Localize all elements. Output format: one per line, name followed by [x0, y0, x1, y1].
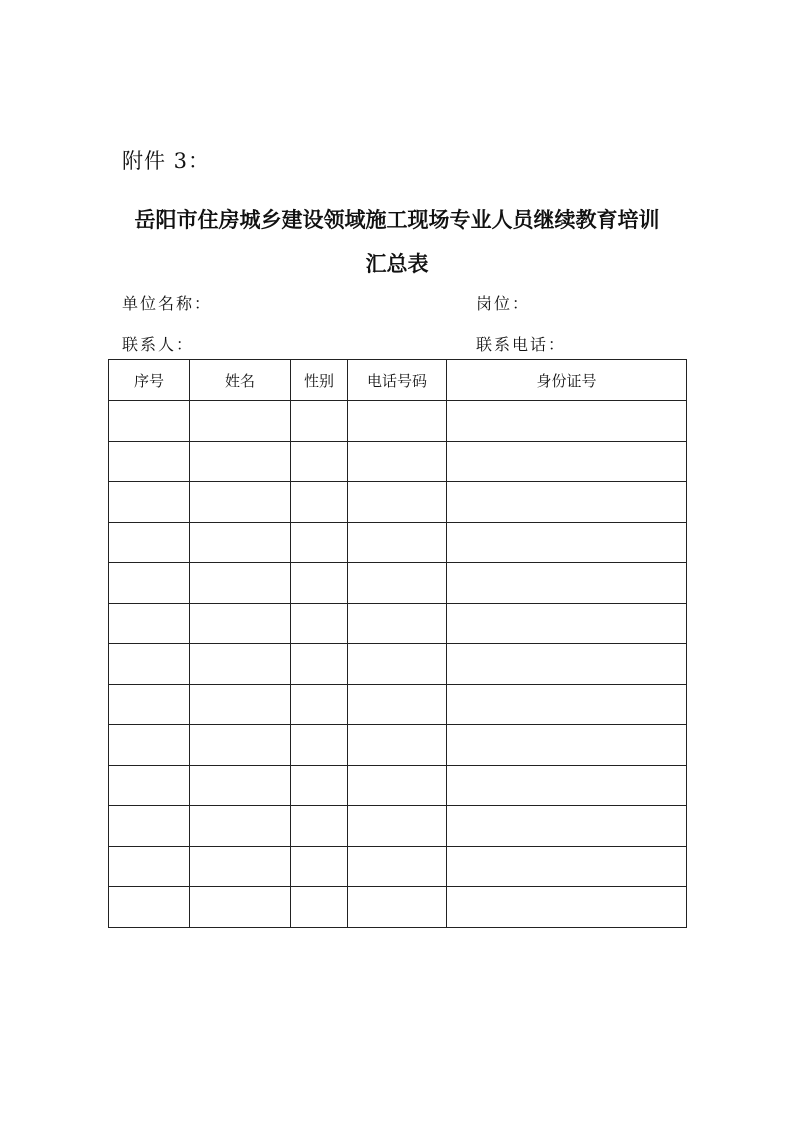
column-header-phone-number: 电话号码	[348, 360, 447, 401]
cell-serial-number[interactable]	[109, 563, 190, 604]
table-row	[109, 522, 687, 563]
cell-phone-number[interactable]	[348, 846, 447, 887]
cell-phone-number[interactable]	[348, 482, 447, 523]
cell-id-number[interactable]	[447, 765, 687, 806]
table-row	[109, 644, 687, 685]
cell-id-number[interactable]	[447, 644, 687, 685]
table-row	[109, 563, 687, 604]
cell-gender[interactable]	[291, 725, 348, 766]
cell-id-number[interactable]	[447, 887, 687, 928]
cell-phone-number[interactable]	[348, 401, 447, 442]
cell-serial-number[interactable]	[109, 846, 190, 887]
cell-id-number[interactable]	[447, 563, 687, 604]
cell-gender[interactable]	[291, 563, 348, 604]
cell-name[interactable]	[190, 684, 291, 725]
cell-gender[interactable]	[291, 603, 348, 644]
table-row	[109, 765, 687, 806]
cell-name[interactable]	[190, 846, 291, 887]
cell-gender[interactable]	[291, 887, 348, 928]
column-header-serial-number: 序号	[109, 360, 190, 401]
table-row	[109, 846, 687, 887]
cell-id-number[interactable]	[447, 846, 687, 887]
cell-serial-number[interactable]	[109, 482, 190, 523]
table-row	[109, 441, 687, 482]
column-header-gender: 性别	[291, 360, 348, 401]
cell-gender[interactable]	[291, 401, 348, 442]
cell-serial-number[interactable]	[109, 441, 190, 482]
cell-name[interactable]	[190, 725, 291, 766]
cell-phone-number[interactable]	[348, 684, 447, 725]
cell-id-number[interactable]	[447, 725, 687, 766]
cell-id-number[interactable]	[447, 603, 687, 644]
cell-name[interactable]	[190, 603, 291, 644]
cell-gender[interactable]	[291, 644, 348, 685]
cell-serial-number[interactable]	[109, 684, 190, 725]
cell-phone-number[interactable]	[348, 522, 447, 563]
cell-serial-number[interactable]	[109, 806, 190, 847]
cell-serial-number[interactable]	[109, 725, 190, 766]
post-label: 岗位：	[476, 294, 531, 313]
form-title-continued: 汇总表	[365, 252, 429, 276]
table-header-row	[109, 360, 687, 401]
cell-phone-number[interactable]	[348, 765, 447, 806]
cell-id-number[interactable]	[447, 401, 687, 442]
cell-phone-number[interactable]	[348, 563, 447, 604]
cell-gender[interactable]	[291, 846, 348, 887]
table-row	[109, 806, 687, 847]
cell-name[interactable]	[190, 806, 291, 847]
cell-gender[interactable]	[291, 765, 348, 806]
cell-phone-number[interactable]	[348, 603, 447, 644]
cell-gender[interactable]	[291, 482, 348, 523]
cell-phone-number[interactable]	[348, 725, 447, 766]
form-title: 岳阳市住房城乡建设领域施工现场专业人员继续教育培训	[134, 208, 660, 232]
training-roster-table	[108, 359, 687, 928]
cell-gender[interactable]	[291, 522, 348, 563]
cell-phone-number[interactable]	[348, 806, 447, 847]
cell-id-number[interactable]	[447, 684, 687, 725]
table-row	[109, 887, 687, 928]
contact-phone-label: 联系电话：	[476, 335, 567, 354]
cell-phone-number[interactable]	[348, 644, 447, 685]
table-row	[109, 482, 687, 523]
column-header-id-number: 身份证号	[447, 360, 687, 401]
cell-serial-number[interactable]	[109, 887, 190, 928]
cell-gender[interactable]	[291, 441, 348, 482]
cell-serial-number[interactable]	[109, 522, 190, 563]
cell-gender[interactable]	[291, 806, 348, 847]
cell-id-number[interactable]	[447, 522, 687, 563]
cell-name[interactable]	[190, 401, 291, 442]
cell-id-number[interactable]	[447, 482, 687, 523]
cell-name[interactable]	[190, 765, 291, 806]
contact-label: 联系人：	[122, 335, 195, 354]
table-row	[109, 603, 687, 644]
column-header-name: 姓名	[190, 360, 291, 401]
cell-phone-number[interactable]	[348, 441, 447, 482]
cell-serial-number[interactable]	[109, 401, 190, 442]
cell-name[interactable]	[190, 522, 291, 563]
table-row	[109, 401, 687, 442]
table-body	[109, 401, 687, 928]
cell-name[interactable]	[190, 482, 291, 523]
cell-id-number[interactable]	[447, 806, 687, 847]
attachment-label: 附件 3：	[122, 149, 211, 173]
cell-id-number[interactable]	[447, 441, 687, 482]
table-row	[109, 684, 687, 725]
cell-serial-number[interactable]	[109, 603, 190, 644]
cell-serial-number[interactable]	[109, 644, 190, 685]
unit-name-label: 单位名称：	[122, 294, 213, 313]
cell-name[interactable]	[190, 441, 291, 482]
table-row	[109, 725, 687, 766]
cell-name[interactable]	[190, 644, 291, 685]
cell-name[interactable]	[190, 563, 291, 604]
cell-phone-number[interactable]	[348, 887, 447, 928]
cell-name[interactable]	[190, 887, 291, 928]
cell-gender[interactable]	[291, 684, 348, 725]
cell-serial-number[interactable]	[109, 765, 190, 806]
